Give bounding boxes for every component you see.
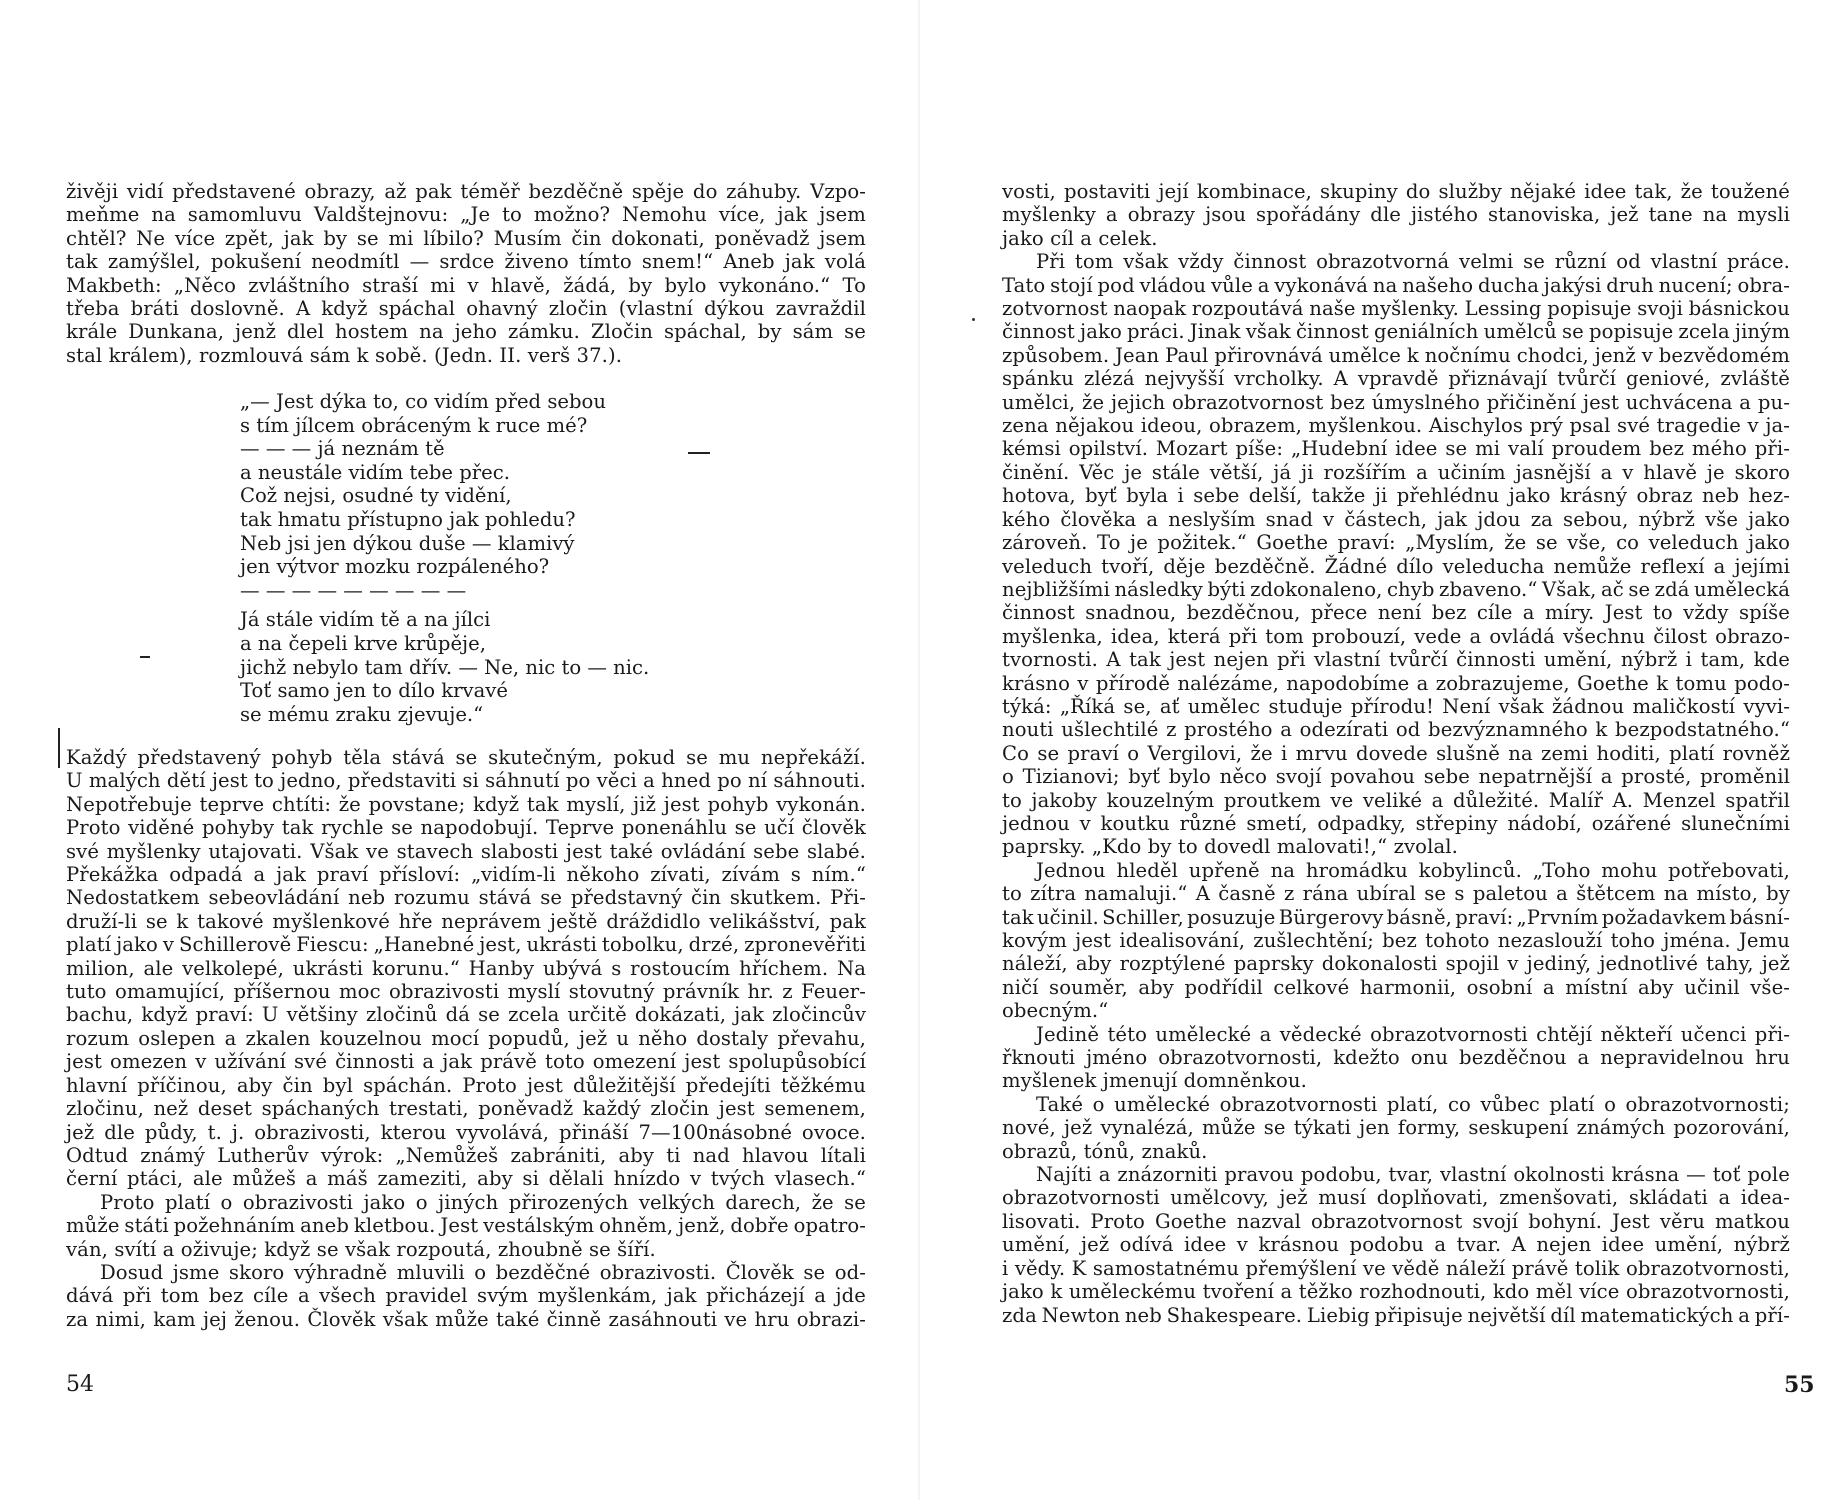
text-line: U malých dětí jest to jedno, představiti si sáhnutí po věci a hned po ní sáhnouti. bbox=[66, 769, 866, 793]
text-line: i vědy. K samostatnému přemýšlení ve vědě náleží právě tolik obrazotvornosti, bbox=[1002, 1256, 1790, 1280]
paragraph bbox=[1002, 180, 1790, 250]
text-line: druží-li se k takové myšlenkové hře neprávem ještě dráždidlo velikášství, pak bbox=[66, 909, 866, 933]
text-line: Já stále vidím tě a na jílci bbox=[240, 608, 491, 632]
text-line: bachu, když praví: U většiny zločinů dá se zcela určitě dokázati, jak zločincův bbox=[66, 1003, 866, 1027]
page-number-right: 55 bbox=[1784, 1372, 1815, 1398]
text-line: krásno v přírodě nalézáme, napodobíme a zobrazujeme, Goethe k tomu podo- bbox=[1002, 671, 1790, 695]
margin-mark bbox=[140, 656, 150, 658]
text-line: a na čepeli krve krůpěje, bbox=[240, 631, 486, 655]
text-line: nouti ušlechtilé z prostého a odezírati od bezvýznamného k bezpodstatného.“ bbox=[1002, 718, 1790, 742]
text-line: Najíti a znázorniti pravou podobu, tvar, vlastní okolnosti krásna — toť pole bbox=[1036, 1163, 1790, 1187]
text-line: ván, svítí a oživuje; když se však rozpoutá, zhoubně se šíří. bbox=[66, 1237, 656, 1261]
right-page bbox=[922, 0, 1844, 1500]
paragraph bbox=[1002, 1023, 1790, 1093]
text-line: myšlenka, idea, která při tom probouzí, vede a ovládá všechnu čilost obrazo- bbox=[1002, 624, 1790, 648]
text-line: zároveň. To je požitek.“ Goethe praví: „Myslím, že se vše, co veleduch jako bbox=[1002, 531, 1790, 555]
page-number-left: 54 bbox=[66, 1372, 94, 1397]
text-line: to zítra namaluji.“ A časně z rána ubíral se s paletou a štětcem na místo, by bbox=[1002, 882, 1790, 906]
text-line: zena nějakou ideou, obrazem, myšlenkou. Aischylos prý psal své tragedie v ja- bbox=[1002, 414, 1790, 438]
text-line: umělci, že jejich obrazotvornost bez úmyslného přičinění jest uchvácena a pu- bbox=[1002, 390, 1790, 414]
text-line: nové, jež vynalézá, může se týkati jen formy, seskupení známých pozorování, bbox=[1002, 1116, 1790, 1140]
text-line: vosti, postaviti její kombinace, skupiny do služby nějaké idee tak, že toužené bbox=[1002, 180, 1790, 203]
left-page-top-text bbox=[66, 180, 866, 367]
right-page-body-text bbox=[1002, 180, 1790, 1327]
text-line: „— Jest dýka to, co vidím před sebou bbox=[240, 390, 606, 413]
margin-speck bbox=[972, 318, 975, 321]
text-line: jichž nebylo tam dřív. — Ne, nic to — nic. bbox=[240, 655, 650, 679]
text-line: paprsky. „Kdo by to dovedl malovati!,“ zvolal. bbox=[1002, 835, 1458, 859]
text-line: dává při tom bez cíle a všech pravidel svým myšlenkám, jak přicházejí a jde bbox=[66, 1284, 866, 1308]
text-line: spánku zlézá nejvyšší vrcholky. A vpravdě přiznávají tvůrčí geniové, zvláště bbox=[1002, 367, 1790, 391]
paragraph bbox=[66, 1261, 866, 1331]
text-line: Také o umělecké obrazotvornosti platí, co vůbec platí o obrazotvornosti; bbox=[1036, 1092, 1790, 1116]
text-line: Nedostatkem sebeovládání neb rozumu stává se představný čin skutkem. Při- bbox=[66, 886, 866, 910]
text-line: třeba bráti doslovně. A když spáchal ohavný zločin (vlastní dýkou zavraždil bbox=[66, 297, 866, 321]
text-line: a neustále vidím tebe přec. bbox=[240, 460, 510, 484]
left-page-body-text bbox=[66, 746, 866, 1331]
text-line: Proto viděné pohyby tak rychle se napodobují. Teprve ponenáhlu se učí člověk bbox=[66, 816, 866, 840]
text-line: Proto platí o obrazivosti jako o jiných přirozených velkých darech, že se bbox=[100, 1190, 866, 1214]
text-line: hlavní příčinou, aby čin byl spáchán. Proto jest důležitější předejíti těžkému bbox=[66, 1073, 866, 1097]
text-line: Makbeth: „Něco zvláštního straší mi v hlavě, žádá, by bylo vykonáno.“ To bbox=[66, 273, 866, 297]
text-line: Jedině této umělecké a vědecké obrazotvornosti chtějí někteří učenci při- bbox=[1036, 1022, 1790, 1046]
text-line: obrazů, tónů, znaků. bbox=[1002, 1139, 1208, 1163]
text-line: kovým jest idealisování, zušlechtění; bez tohoto nezaslouží toho jména. Jemu bbox=[1002, 929, 1790, 952]
paragraph bbox=[66, 746, 866, 1191]
text-line: náleží, aby rozptýlené paprsky dokonalosti spojil v jediný, jednotlivé tahy, jež bbox=[1002, 952, 1790, 976]
text-line: chtěl? Ne více zpět, jak by se mi líbilo? Musím čin dokonati, poněvadž jsem bbox=[66, 226, 866, 250]
text-line: jen výtvor mozku rozpáleného? bbox=[240, 555, 550, 579]
text-line: rozum oslepen a zkalen kouzelnou mocí popudů, jež u něho dostaly převahu, bbox=[66, 1026, 866, 1050]
text-line: Odtud známý Lutherův výrok: „Nemůžeš zabrániti, aby ti nad hlavou lítali bbox=[66, 1143, 866, 1167]
text-line: tak hmatu přístupno jak pohledu? bbox=[240, 507, 576, 531]
text-line: jež dle půdy, t. j. obrazivosti, kterou vyvolává, přináší 7—100násobné ovoce. bbox=[66, 1120, 866, 1144]
text-line: to jakoby kouzelným proutkem ve veliké a důležité. Malíř A. Menzel spatřil bbox=[1002, 788, 1790, 812]
text-line: své myšlenky utajovati. Však ve stavech slabosti jest také ovládání sebe slabé. bbox=[66, 839, 866, 863]
poem-stanza-1 bbox=[240, 390, 760, 602]
text-line: tak zamýšlel, pokušení neodmítl — srdce živeno tímto snem!“ Aneb jak volá bbox=[66, 250, 866, 274]
text-line: krále Dunkana, jenž dlel hostem na jeho zámku. Zločin spáchal, by sám se bbox=[66, 320, 866, 344]
text-line: lisovati. Proto Goethe nazval obrazotvornost svojí bohyní. Jest věru matkou bbox=[1002, 1209, 1790, 1233]
text-line: činnost snadnou, bezděčnou, přece není bez cíle a míry. Jest to vždy spíše bbox=[1002, 601, 1790, 625]
text-line: způsobem. Jean Paul přirovnává umělce k nočnímu chodci, jenž v bezvědomém bbox=[1002, 343, 1790, 367]
text-line: za nimi, kam jej ženou. Člověk však může také činně zasáhnouti ve hru obrazi- bbox=[66, 1307, 866, 1331]
text-line: myšlenky a obrazy jsou spořádány dle jistého stanoviska, jež tane na mysli bbox=[1002, 203, 1790, 227]
text-line: — — — já neznám tě bbox=[240, 437, 445, 461]
text-line: Při tom však vždy činnost obrazotvorná velmi se různí od vlastní práce. bbox=[1036, 250, 1790, 274]
text-line: Dosud jsme skoro výhradně mluvili o bezděčné obrazivosti. Člověk se od- bbox=[100, 1260, 866, 1284]
text-line: Co se praví o Vergilovi, že i mrvu dovede slušně na zemi hoditi, platí rovněž bbox=[1002, 741, 1790, 765]
text-line: jako cíl a celek. bbox=[1002, 226, 1158, 250]
text-line: činění. Věc je stále větší, já ji rozšířím a učiním jasnější a v hlavě je skoro bbox=[1002, 460, 1790, 484]
text-line: tuto omamující, příšernou moc obrazivosti myslí stovutný právník hr. z Feuer- bbox=[66, 980, 866, 1004]
text-line: Jednou hleděl upřeně na hromádku kobylinců. „Toho mohu potřebovati, bbox=[1036, 858, 1790, 882]
poem-stanza-2 bbox=[240, 608, 760, 726]
text-line: obrazotvornosti umělcovy, jež musí doplňovati, zmenšovati, skládati a idea- bbox=[1002, 1186, 1790, 1210]
paragraph bbox=[1002, 1163, 1790, 1327]
text-line: nejbližšími následky býti zdokonaleno, chyb zbaveno.“ Však, ač se zdá umělecká bbox=[1002, 577, 1790, 601]
text-line: Což nejsi, osudné ty vidění, bbox=[240, 484, 512, 508]
text-line: tak učinil. Schiller, posuzuje Bürgerovy básně, praví: „Prvním požadavkem básní- bbox=[1002, 905, 1790, 929]
text-line: může státi požehnáním aneb kletbou. Jest vestálským ohněm, jenž, dobře opatro- bbox=[66, 1214, 866, 1238]
text-line: myšlenek jmenují domněnkou. bbox=[1002, 1069, 1307, 1093]
text-line: týká: „Říká se, ať umělec studuje přírodu! Není však žádnou maličkostí vyvi- bbox=[1002, 694, 1790, 718]
text-line: milion, ale velkolepé, ukrásti korunu.“ Hanby ubývá s rostoucím hříchem. Na bbox=[66, 956, 866, 980]
text-line: Neb jsi jen dýkou duše — klamivý bbox=[240, 531, 575, 555]
text-line: hotova, byť byla i sebe delší, takže ji přehlédnu jako krásný obraz neb hez- bbox=[1002, 484, 1790, 508]
text-line: kémsi opilství. Mozart píše: „Hudební idee se mi valí proudem bez mého při- bbox=[1002, 437, 1790, 461]
text-line: Každý představený pohyb těla stává se skutečným, pokud se mu nepřekáží. bbox=[66, 746, 866, 769]
text-line: řknouti jméno obrazotvornosti, kdežto onu bezděčnou a nepravidelnou hru bbox=[1002, 1046, 1790, 1070]
paragraph bbox=[1002, 859, 1790, 1023]
text-line: jako k uměleckému tvoření a těžko rozhodnouti, kdo měl více obrazotvornosti, bbox=[1002, 1280, 1790, 1304]
text-line: umění, jež odívá idee v krásnou podobu a tvar. A nejen idee umění, nýbrž bbox=[1002, 1233, 1790, 1257]
macbeth-poem bbox=[240, 390, 760, 726]
text-line: Překážka odpadá a jak praví přísloví: „vidím-li někoho zívati, zívám s ním.“ bbox=[66, 863, 866, 887]
text-line: zotvornost naopak rozpoutává naše myšlenky. Lessing popisuje svoji básnickou bbox=[1002, 297, 1790, 321]
paragraph bbox=[1002, 250, 1790, 859]
text-line: se mému zraku zjevuje.“ bbox=[240, 702, 484, 726]
paragraph bbox=[66, 1191, 866, 1261]
text-line: Toť samo jen to dílo krvavé bbox=[240, 679, 508, 703]
text-line: stal králem), rozmlouvá sám k sobě. (Jedn. II. verš 37.). bbox=[66, 343, 623, 367]
text-line: černí ptáci, ale můžeš a máš zameziti, aby si dělali hnízdo v tvých vlasech.“ bbox=[66, 1167, 866, 1191]
text-line: činnost jako práci. Jinak však činnost geniálních umělců se popisuje zcela jiným bbox=[1002, 320, 1790, 344]
text-line: o Tizianovi; byť bylo něco svojí povahou sebe nepatrnější a prosté, proměnil bbox=[1002, 765, 1790, 789]
text-line: Nepotřebuje teprve chtíti: že povstane; když tak myslí, již jest pohyb vykonán. bbox=[66, 792, 866, 816]
text-line: zločinu, než deset spáchaných trestati, poněvadž každý zločin jest semenem, bbox=[66, 1097, 866, 1121]
text-line: — — — — — — — — — bbox=[240, 578, 467, 602]
text-line: živěji vidí představené obrazy, až pak téměř bezděčně spěje do záhuby. Vzpo- bbox=[66, 180, 866, 203]
text-line: platí jako v Schillerově Fiescu: „Hanebné jest, ukrásti tobolku, drzé, zpronevěřiti bbox=[66, 933, 866, 957]
text-line: ničí souměr, aby podřídil celkové harmonii, osobní a místní aby učinil vše- bbox=[1002, 975, 1790, 999]
text-line: s tím jílcem obráceným k ruce mé? bbox=[240, 413, 588, 437]
text-line: kého člověka a neslyším snad v částech, jak jdou za sebou, nýbrž vše jako bbox=[1002, 507, 1790, 531]
paragraph bbox=[1002, 1093, 1790, 1163]
text-line: jest omezen v užívání své činnosti a jak právě toto omezení jest spolupůsobící bbox=[66, 1050, 866, 1074]
text-line: jednou v koutku různé smetí, odpadky, střepiny nádobí, ozářené slunečními bbox=[1002, 811, 1790, 835]
text-line: obecným.“ bbox=[1002, 999, 1109, 1023]
text-line: zda Newton neb Shakespeare. Liebig připisuje největší díl matematických a pří- bbox=[1002, 1303, 1790, 1327]
margin-mark bbox=[58, 728, 60, 768]
text-line: veleduch tvoří, děje bezděčně. Žádné dílo veleducha nemůže reflexí a jejími bbox=[1002, 554, 1790, 578]
margin-mark bbox=[688, 452, 710, 454]
text-line: tvornosti. A tak jest nejen při vlastní tvůrčí činnosti umění, nýbrž i tam, kde bbox=[1002, 648, 1790, 672]
text-line: Tato stojí pod vládou vůle a vykonává na našeho ducha jakýsi druh nucení; obra- bbox=[1002, 273, 1790, 297]
text-line: meňme na samomluvu Valdštejnovu: „Je to možno? Nemohu více, jak jsem bbox=[66, 203, 866, 227]
